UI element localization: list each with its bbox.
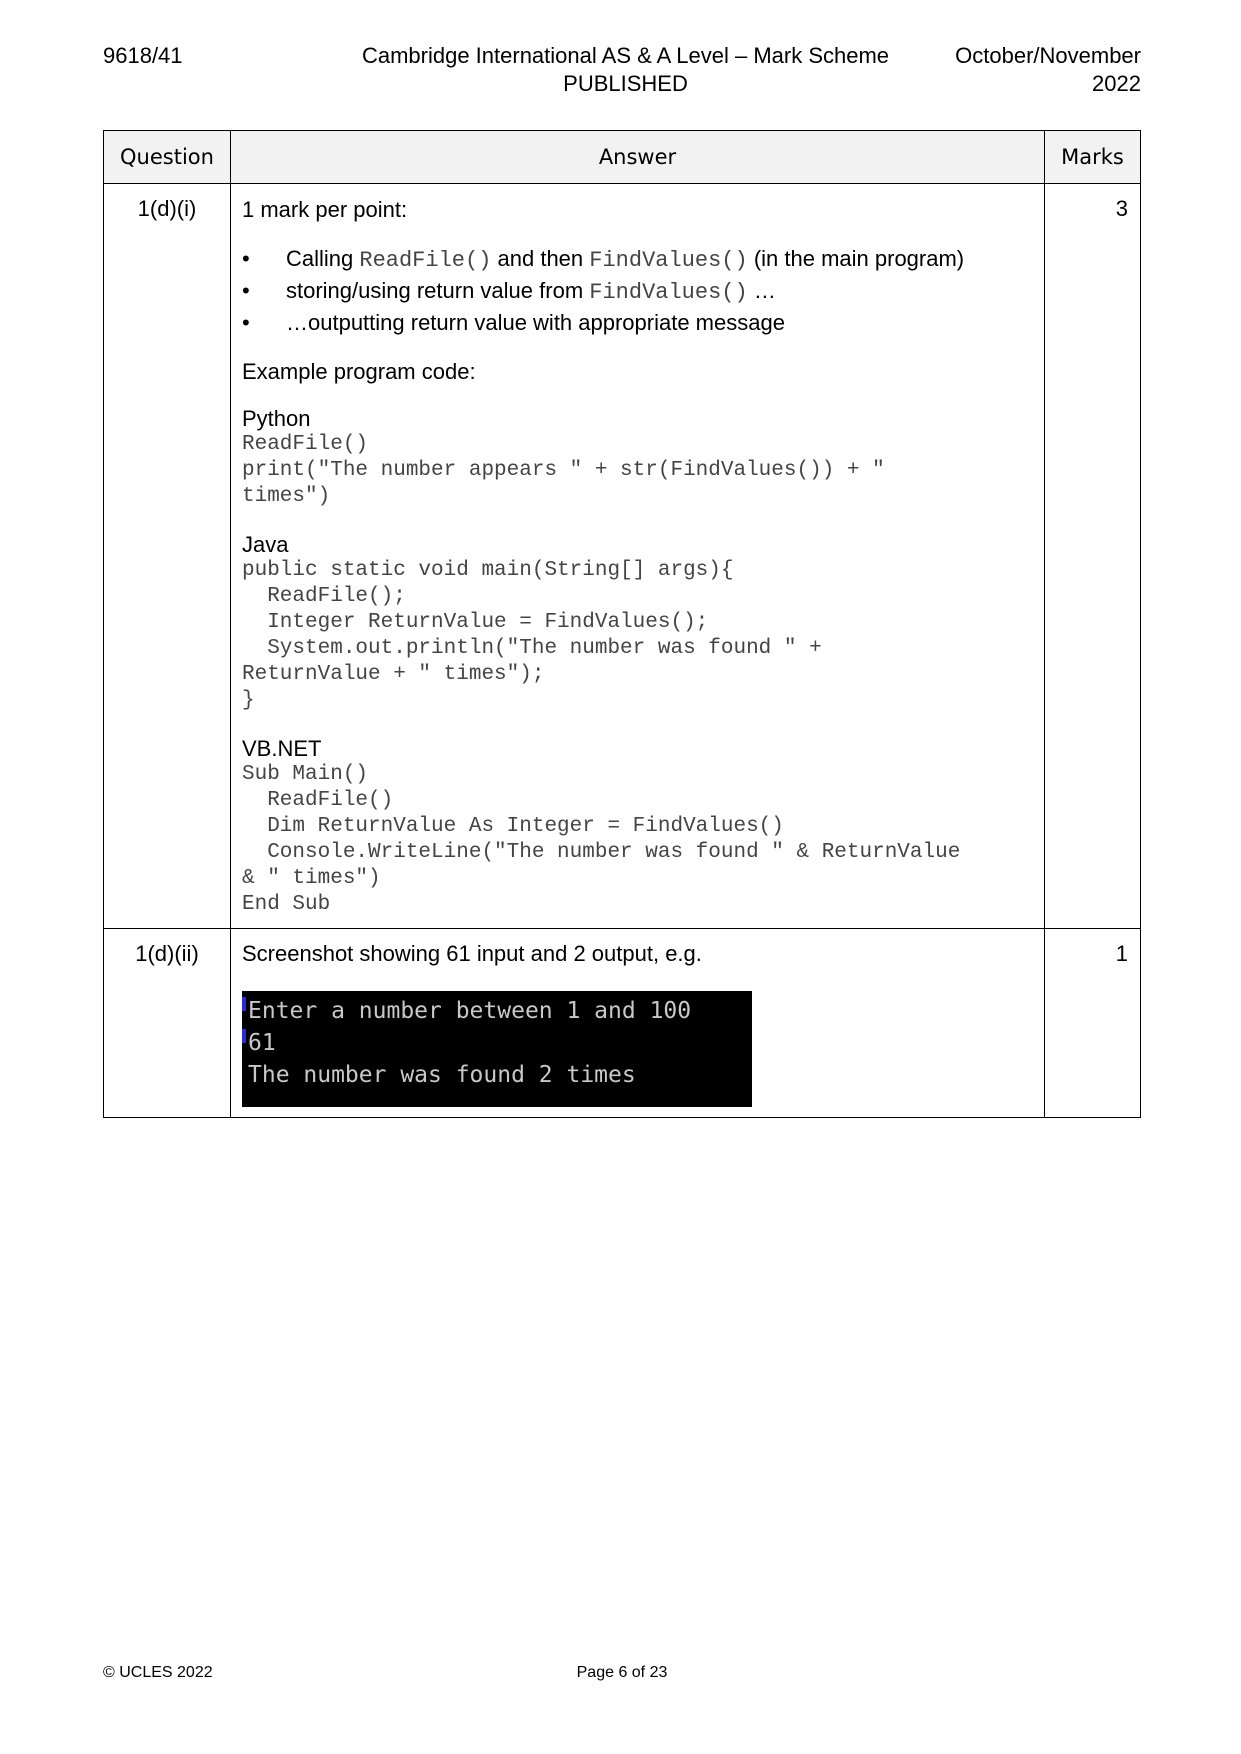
question-number: 1(d)(ii) [104, 929, 231, 1118]
exam-session [955, 42, 1141, 98]
table-header-row [104, 131, 1141, 184]
published-label: PUBLISHED [563, 71, 688, 96]
document-title [303, 42, 948, 98]
copyright: © UCLES 2022 [103, 1664, 213, 1681]
cursor-marker [242, 997, 246, 1011]
inline-code: FindValues() [589, 280, 748, 305]
point-text: storing/using return value from [286, 278, 590, 303]
java-label: Java [242, 532, 289, 557]
marks-value: 3 [1045, 184, 1141, 929]
header-answer: Answer [231, 131, 1045, 184]
example-label: Example program code: [242, 359, 476, 384]
mark-intro: 1 mark per point: [242, 197, 408, 222]
list-item [242, 244, 1034, 276]
point-text: (in the main program) [747, 246, 965, 271]
list-item [242, 308, 1034, 338]
cursor-marker [242, 1029, 246, 1043]
console-screenshot [242, 991, 752, 1107]
inline-code: ReadFile() [359, 248, 492, 273]
mark-scheme-table [103, 130, 1141, 1118]
vbnet-code: Sub Main() ReadFile() Dim ReturnValue As Integer = FindValues() Console.WriteLine("The number was found " & ReturnValue & " times") End Sub [242, 763, 961, 916]
console-output: Enter a number between 1 and 100 61 The number was found 2 times [248, 998, 692, 1088]
point-text: and then [491, 246, 590, 271]
list-item [242, 276, 1034, 308]
title-line: Cambridge International AS & A Level – Mark Scheme [361, 43, 890, 68]
page-header [103, 42, 1141, 102]
point-text: … [747, 278, 776, 303]
session-label: October/November [955, 43, 1141, 68]
header-question: Question [104, 131, 231, 184]
python-label: Python [242, 406, 311, 431]
mark-points-list [242, 244, 1034, 338]
inline-code: FindValues() [589, 248, 748, 273]
vbnet-label: VB.NET [242, 736, 322, 761]
table-row [104, 184, 1141, 929]
point-text: …outputting return value with appropriate message [286, 310, 785, 335]
answer-cell [231, 184, 1045, 929]
answer-cell [231, 929, 1045, 1118]
screenshot-caption: Screenshot showing 61 input and 2 output, e.g. [242, 941, 702, 966]
session-year: 2022 [1092, 71, 1141, 96]
java-code: public static void main(String[] args){ ReadFile(); Integer ReturnValue = FindValues(); System.out.println("The number was found " + ReturnValue + " times"); } [242, 559, 822, 712]
marks-value: 1 [1045, 929, 1141, 1118]
page-number: Page 6 of 23 [576, 1664, 668, 1681]
point-text: Calling [286, 246, 360, 271]
syllabus-code: 9618/41 [103, 43, 183, 68]
python-code: ReadFile() print("The number appears " + str(FindValues()) + " times") [242, 433, 885, 508]
header-marks: Marks [1045, 131, 1141, 184]
question-number: 1(d)(i) [104, 184, 231, 929]
table-row [104, 929, 1141, 1118]
